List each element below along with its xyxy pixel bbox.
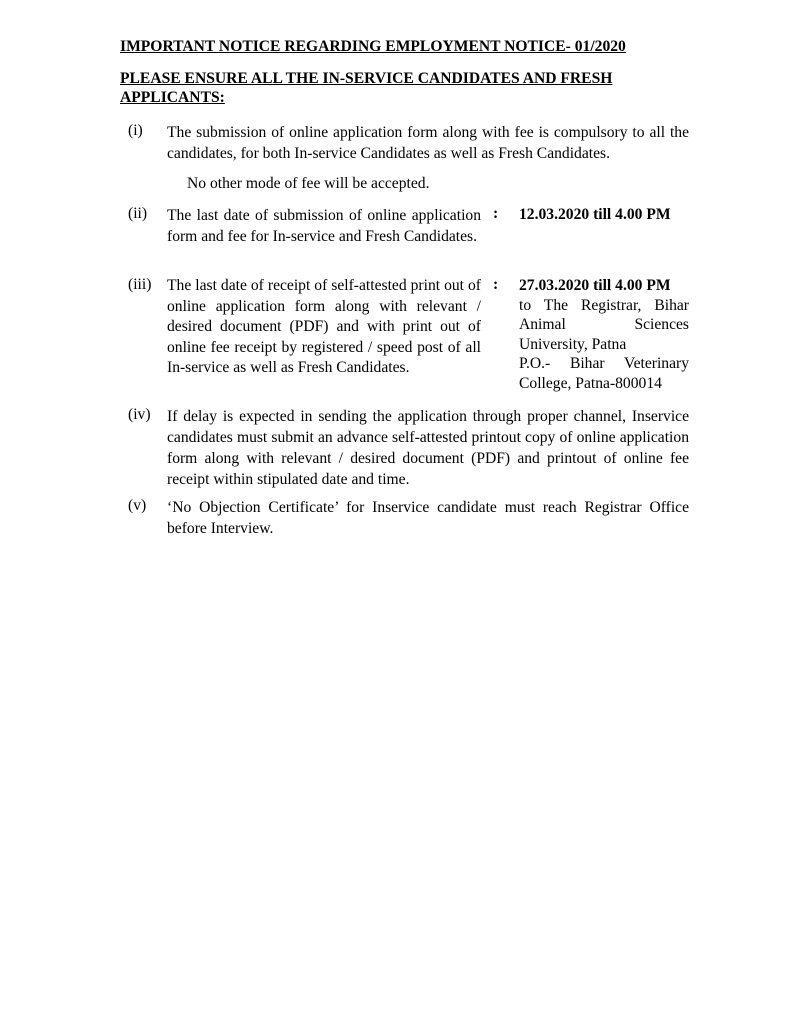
notice-title: IMPORTANT NOTICE REGARDING EMPLOYMENT NOTICE- 01/2020 [120, 38, 626, 55]
item-text-ii: The last date of submission of online application form and fee for In-service and Fresh Candidates. [167, 207, 481, 245]
item-recipient-block [519, 276, 689, 393]
address-line: University, Patna [519, 335, 627, 353]
item-date-iii: 27.03.2020 till 4.00 PM [519, 277, 671, 294]
notice-subtitle: PLEASE ENSURE ALL THE IN-SERVICE CANDIDATES AND FRESH APPLICANTS: [120, 70, 613, 106]
item-number-v: (v) [128, 497, 147, 514]
item-number-iii: (iii) [128, 276, 152, 293]
address-line: College, Patna-800014 [519, 374, 662, 392]
item-text-iv: If delay is expected in sending the application through proper channel, Inservice candidates must submit an advance self-attested printout copy of online application form along with relevant / desired document (PDF) and printout of online fee receipt within stipulated date and time. [167, 408, 689, 488]
item-colon-iii: : [493, 276, 499, 293]
address-line: to The Registrar, Bihar [519, 296, 689, 314]
item-text-i: The submission of online application form along with fee is compulsory to all the candidates, for both In-service Candidates as well as Fresh Candidates. [167, 124, 689, 162]
item-colon-ii: : [493, 205, 499, 222]
item-number-ii: (ii) [128, 205, 148, 222]
item-date-ii: 12.03.2020 till 4.00 PM [519, 206, 671, 223]
item-number-i: (i) [128, 122, 143, 139]
item-note-i: No other mode of fee will be accepted. [187, 175, 430, 192]
item-number-iv: (iv) [128, 406, 151, 423]
item-text-iii: The last date of receipt of self-attested print out of online application form along with relevant / desired document (PDF) and with print out of online fee receipt by registered / speed post of all In-service as well as Fresh Candidates. [167, 277, 481, 376]
item-text-v: ‘No Objection Certificate’ for Inservice candidate must reach Registrar Office before Interview. [167, 499, 689, 537]
address-line: Animal Sciences [519, 316, 689, 333]
address-line: P.O.- Bihar Veterinary [519, 355, 689, 372]
